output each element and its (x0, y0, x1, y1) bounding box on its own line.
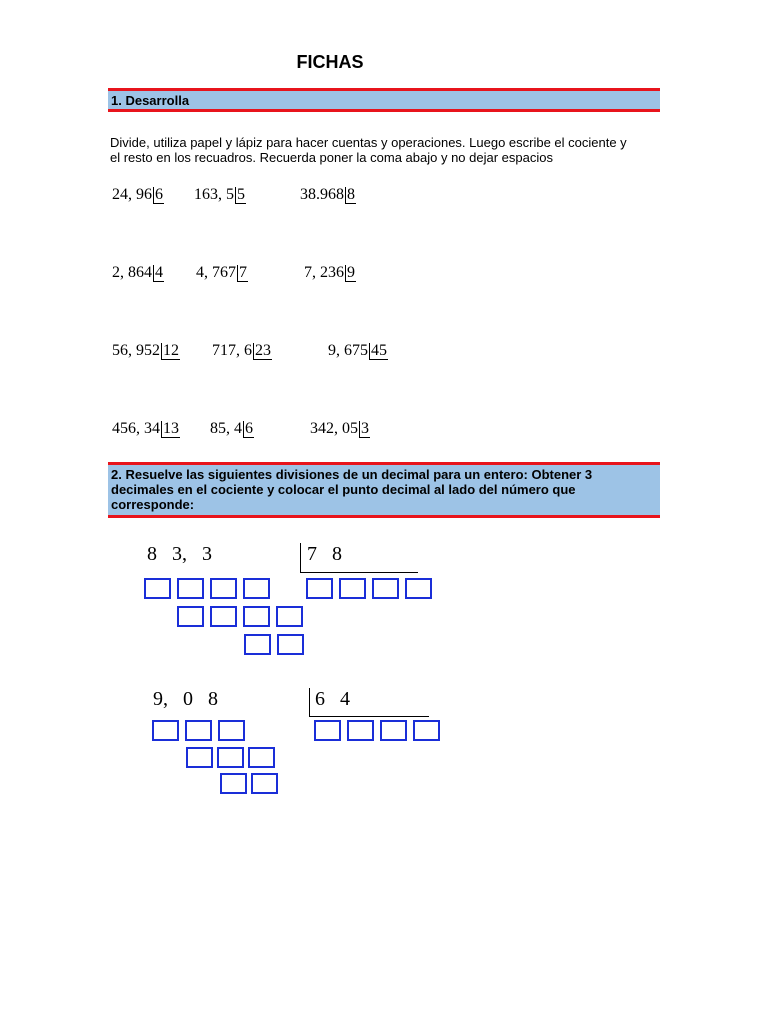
dividend: 85, 4 (210, 420, 242, 437)
divisor: 23 (255, 342, 271, 359)
dividend: 4, 767 (196, 264, 236, 281)
answer-box[interactable] (220, 773, 247, 794)
dividend: 7, 236 (304, 264, 344, 281)
divisor: 7 (239, 264, 247, 281)
page-title: FICHAS (296, 52, 364, 72)
answer-box[interactable] (217, 747, 244, 768)
divisor: 5 (237, 186, 245, 203)
answer-box[interactable] (185, 720, 212, 741)
answer-box[interactable] (276, 606, 303, 627)
divisor: 9 (347, 264, 355, 281)
quotient-box[interactable] (306, 578, 333, 599)
answer-box[interactable] (277, 634, 304, 655)
quotient-box[interactable] (380, 720, 407, 741)
answer-box[interactable] (177, 606, 204, 627)
dividend: 56, 952 (112, 342, 160, 359)
answer-box-row (186, 747, 275, 768)
long-division-dividend: 9, 0 8 (153, 688, 218, 710)
divisor: 3 (361, 420, 369, 437)
dividend: 2, 864 (112, 264, 152, 281)
division-expression (196, 264, 248, 282)
section-1-instructions: Divide, utiliza papel y lápiz para hacer cuentas y operaciones. Luego escribe el cociente y el resto en los recuadros. Recuerda poner la coma abajo y no dejar espacios (110, 135, 627, 165)
answer-box[interactable] (218, 720, 245, 741)
division-expression (194, 186, 246, 204)
answer-box[interactable] (186, 747, 213, 768)
answer-box[interactable] (177, 578, 204, 599)
division-expression (300, 186, 356, 204)
section-2-header (108, 462, 660, 518)
divisor: 6 (245, 420, 253, 437)
division-expression (304, 264, 356, 282)
quotient-box[interactable] (413, 720, 440, 741)
division-expression (328, 342, 388, 360)
long-division-dividend: 8 3, 3 (147, 543, 212, 565)
dividend: 717, 6 (212, 342, 252, 359)
answer-box-row (177, 606, 303, 627)
division-expression (112, 264, 164, 282)
dividend: 342, 05 (310, 420, 358, 437)
answer-box-row (244, 634, 304, 655)
long-division-divisor: 6 4 (315, 688, 350, 710)
division-expression (210, 420, 254, 438)
division-expression (112, 342, 180, 360)
quotient-box[interactable] (347, 720, 374, 741)
answer-box[interactable] (210, 606, 237, 627)
answer-box[interactable] (248, 747, 275, 768)
answer-box-row (152, 720, 245, 741)
divisor: 6 (155, 186, 163, 203)
division-expression (212, 342, 272, 360)
divisor: 12 (163, 342, 179, 359)
divisor: 13 (163, 420, 179, 437)
answer-box-row (144, 578, 270, 599)
quotient-box[interactable] (339, 578, 366, 599)
long-division-divisor: 7 8 (307, 543, 342, 565)
division-expression (310, 420, 370, 438)
quotient-box-row (306, 578, 432, 599)
quotient-box[interactable] (314, 720, 341, 741)
answer-box[interactable] (243, 578, 270, 599)
quotient-box-row (314, 720, 440, 741)
answer-box[interactable] (244, 634, 271, 655)
dividend: 9, 675 (328, 342, 368, 359)
section-1-heading: 1. Desarrolla (111, 93, 190, 108)
section-1-header (108, 88, 660, 112)
quotient-box[interactable] (405, 578, 432, 599)
divisor: 8 (347, 186, 355, 203)
section-2-heading: 2. Resuelve las siguientes divisiones de un decimal para un entero: Obtener 3 decimales en el cociente y colocar el punto decimal al lado del número que corresponde: (111, 467, 593, 512)
dividend: 163, 5 (194, 186, 234, 203)
dividend: 24, 96 (112, 186, 152, 203)
answer-box[interactable] (152, 720, 179, 741)
division-expression (112, 186, 164, 204)
divisor: 45 (371, 342, 387, 359)
answer-box[interactable] (243, 606, 270, 627)
dividend: 38.968 (300, 186, 344, 203)
answer-box[interactable] (251, 773, 278, 794)
divisor: 4 (155, 264, 163, 281)
answer-box-row (220, 773, 278, 794)
dividend: 456, 34 (112, 420, 160, 437)
answer-box[interactable] (210, 578, 237, 599)
division-expression (112, 420, 180, 438)
quotient-box[interactable] (372, 578, 399, 599)
answer-box[interactable] (144, 578, 171, 599)
